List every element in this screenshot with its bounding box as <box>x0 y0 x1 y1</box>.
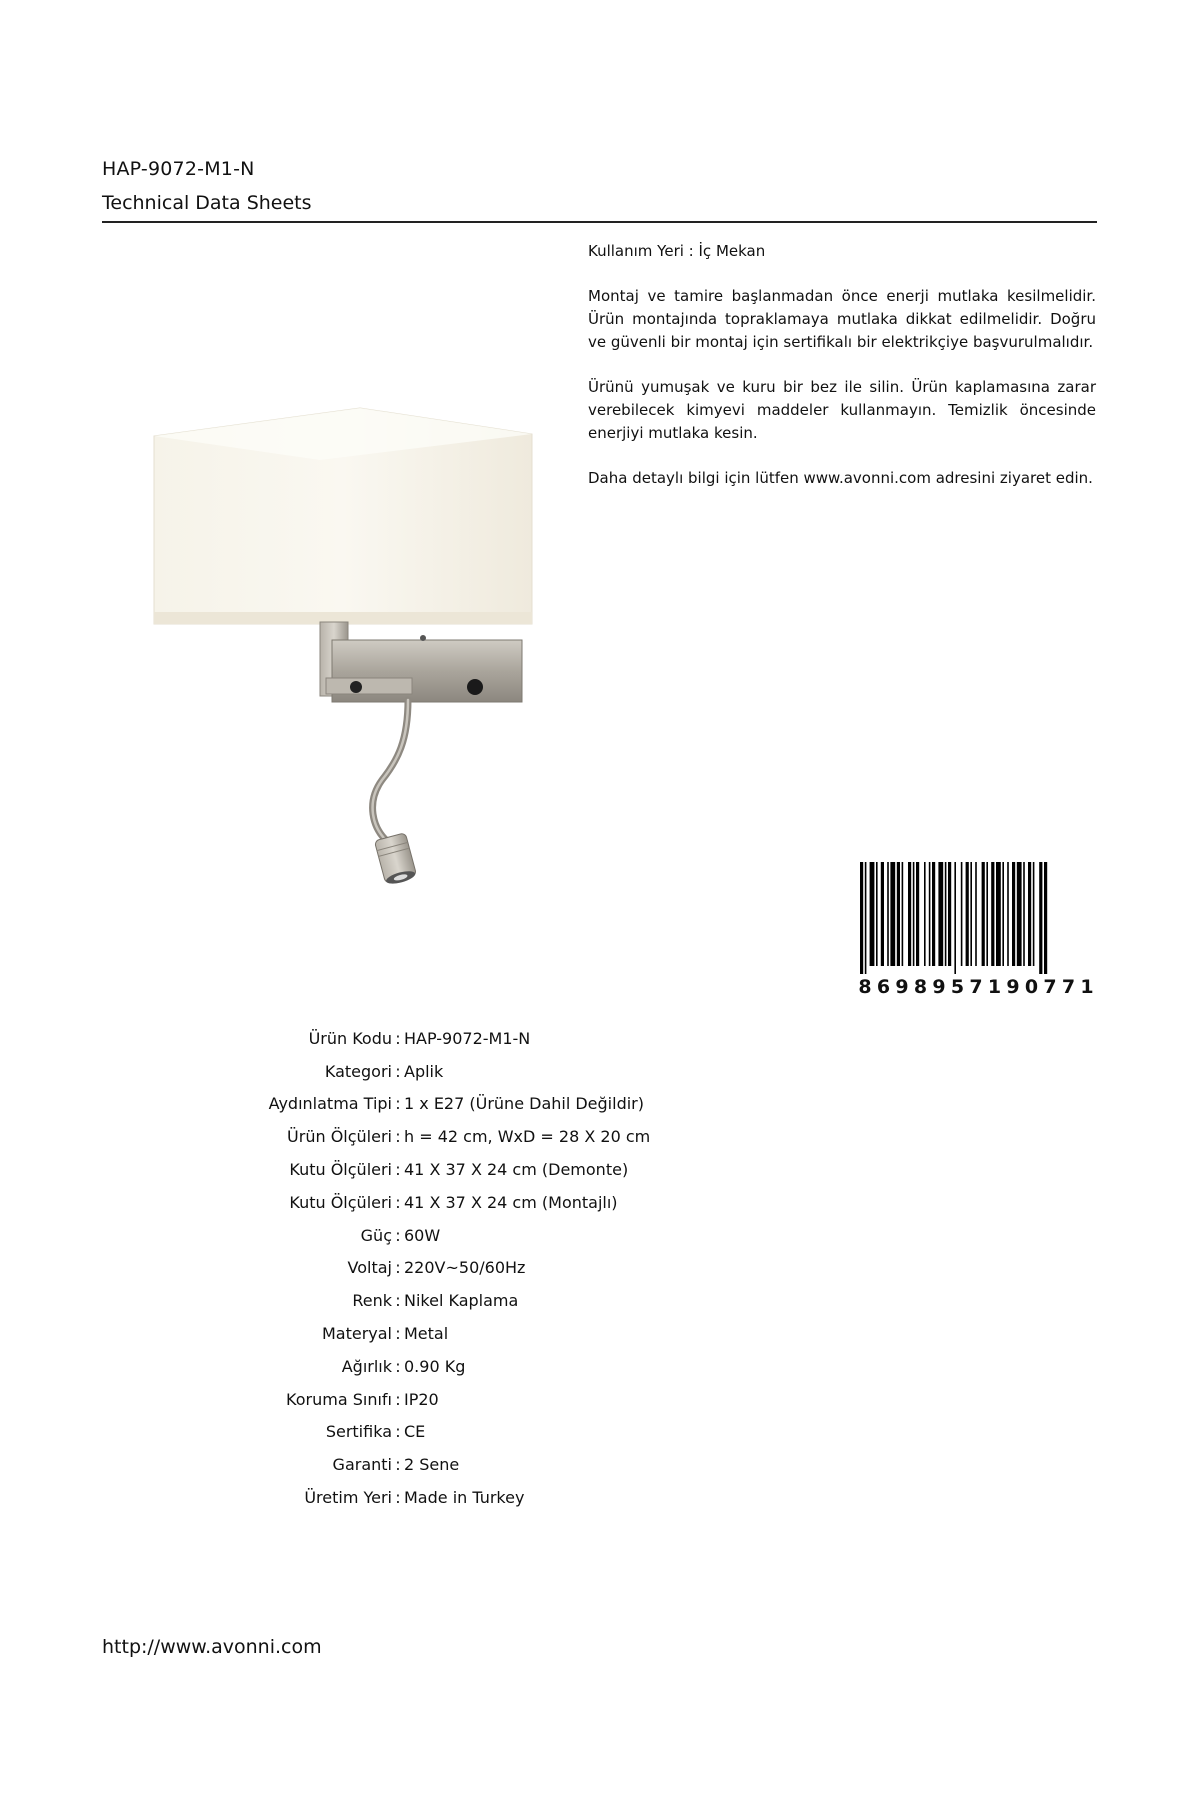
barcode-bar <box>1002 862 1004 966</box>
spec-separator: : <box>395 1356 401 1376</box>
barcode-digit: 5 <box>950 976 965 998</box>
spec-label: Garanti <box>332 1455 392 1475</box>
spec-label: Aydınlatma Tipi <box>268 1094 392 1114</box>
spec-row <box>200 1055 650 1088</box>
spec-row <box>200 1383 650 1416</box>
spec-value: 2 Sene <box>404 1455 460 1475</box>
document-subtitle: Technical Data Sheets <box>102 192 312 214</box>
spec-label: Ağırlık <box>341 1356 392 1376</box>
barcode-bar <box>1012 862 1015 966</box>
spec-separator: : <box>395 1094 401 1114</box>
spec-value: Metal <box>404 1324 449 1344</box>
barcode-bar <box>1017 862 1022 966</box>
spec-separator: : <box>395 1225 401 1245</box>
barcode-bar <box>932 862 935 966</box>
spec-value: Aplik <box>404 1061 444 1081</box>
spec-value: HAP-9072-M1-N <box>404 1028 531 1048</box>
spec-label: Güç <box>360 1225 392 1245</box>
spec-value: CE <box>404 1422 426 1442</box>
spec-label: Voltaj <box>347 1258 392 1278</box>
spec-label: Materyal <box>321 1324 392 1344</box>
spec-value: Made in Turkey <box>404 1488 525 1508</box>
barcode-bar <box>902 862 904 966</box>
barcode-bar <box>1033 862 1035 966</box>
barcode-digit: 7 <box>1061 976 1076 998</box>
safety-warning-text: Montaj ve tamire başlanmadan önce enerji mutlaka kesilmelidir. Ürün montajında topraklamaya mutlaka dikkat edilmelidir. Doğru ve güvenli bir montaj için sertifikalı bir elektrikçiye başvurulmalıdır. <box>588 287 1096 351</box>
usage-location-text: Kullanım Yeri : İç Mekan <box>588 242 766 260</box>
barcode-number <box>856 976 1096 998</box>
spec-separator: : <box>395 1061 401 1081</box>
barcode-digit: 9 <box>895 976 909 998</box>
barcode-bar <box>945 862 947 966</box>
more-info-text: Daha detaylı bilgi için lütfen www.avonni.com adresini ziyaret edin. <box>588 469 1093 487</box>
barcode-bar <box>913 862 915 966</box>
barcode-bar <box>986 862 988 966</box>
spec-label: Ürün Kodu <box>308 1028 392 1048</box>
info-column <box>588 240 1096 512</box>
spec-separator: : <box>395 1192 401 1212</box>
spec-value: 220V~50/60Hz <box>404 1258 526 1278</box>
spec-table <box>200 1022 650 1514</box>
spec-label: Sertifika <box>325 1422 392 1442</box>
barcode-digit: 9 <box>932 976 946 998</box>
flexible-arm <box>373 700 408 842</box>
spec-value: 41 X 37 X 24 cm (Demonte) <box>404 1160 629 1180</box>
barcode-bar <box>1039 862 1042 974</box>
spec-row <box>200 1153 650 1186</box>
spec-separator: : <box>395 1422 401 1442</box>
barcode-bar <box>982 862 985 966</box>
barcode-bar <box>860 862 863 974</box>
spec-separator: : <box>395 1028 401 1048</box>
barcode-digit: 0 <box>1024 976 1039 998</box>
spec-row <box>200 1448 650 1481</box>
barcode-bar <box>1023 862 1025 966</box>
spec-value: 41 X 37 X 24 cm (Montajlı) <box>404 1192 618 1212</box>
cleaning-instructions-text: Ürünü yumuşak ve kuru bir bez ile silin. Ürün kaplamasına zarar verebilecek kimyevi maddeler kullanmayın. Temizlik öncesinde enerjiyi mutlaka kesin. <box>588 378 1096 442</box>
barcode-bar <box>938 862 943 966</box>
spec-separator: : <box>395 1160 401 1180</box>
barcode-bar <box>1028 862 1031 966</box>
barcode-bar <box>876 862 878 966</box>
footer-url: http://www.avonni.com <box>102 1636 322 1658</box>
spec-separator: : <box>395 1291 401 1311</box>
barcode-bar <box>1007 862 1009 966</box>
barcode-bar <box>887 862 889 966</box>
barcode-bar <box>916 862 919 966</box>
spec-row <box>200 1186 650 1219</box>
barcode-bar <box>1044 862 1047 974</box>
spec-label: Kategori <box>324 1061 392 1081</box>
barcode-digit: 6 <box>876 976 891 998</box>
barcode-bar <box>991 862 994 966</box>
barcode-bar <box>948 862 951 966</box>
spec-separator: : <box>395 1127 401 1147</box>
product-image <box>140 400 540 900</box>
barcode-bar <box>975 862 977 966</box>
spec-separator: : <box>395 1258 401 1278</box>
spec-value: 0.90 Kg <box>404 1356 466 1376</box>
spec-value: 60W <box>404 1225 441 1245</box>
barcode-bar <box>897 862 900 966</box>
spec-row <box>200 1088 650 1121</box>
spec-row <box>200 1252 650 1285</box>
barcode-digit: 1 <box>1080 976 1094 998</box>
barcode-bar <box>954 862 956 974</box>
spec-label: Koruma Sınıfı <box>286 1389 392 1409</box>
barcode-bar <box>996 862 1001 966</box>
barcode-bar <box>961 862 963 966</box>
barcode-bar <box>924 862 926 966</box>
spec-separator: : <box>395 1488 401 1508</box>
spec-row <box>200 1416 650 1449</box>
spec-value: Nikel Kaplama <box>404 1291 519 1311</box>
spec-separator: : <box>395 1324 401 1344</box>
spec-row <box>200 1481 650 1514</box>
spec-label: Renk <box>352 1291 392 1311</box>
barcode-digit: 9 <box>1006 976 1020 998</box>
barcode-bars <box>856 862 1096 974</box>
barcode <box>856 862 1096 1002</box>
barcode-bar <box>865 862 867 974</box>
spec-label: Üretim Yeri <box>304 1488 392 1508</box>
spec-label: Kutu Ölçüleri <box>289 1160 392 1180</box>
barcode-digit: 7 <box>1043 976 1057 998</box>
spec-row <box>200 1317 650 1350</box>
barcode-bar <box>870 862 875 966</box>
spec-separator: : <box>395 1455 401 1475</box>
spec-row <box>200 1219 650 1252</box>
spec-row <box>200 1284 650 1317</box>
spec-row <box>200 1350 650 1383</box>
spec-value: IP20 <box>404 1389 439 1409</box>
barcode-digit: 8 <box>913 976 928 998</box>
barcode-digit: 7 <box>969 976 983 998</box>
barcode-bar <box>881 862 884 966</box>
barcode-bar <box>890 862 895 966</box>
barcode-bar <box>970 862 972 966</box>
spec-row <box>200 1120 650 1153</box>
led-reading-head <box>374 833 417 887</box>
spec-label: Ürün Ölçüleri <box>287 1127 392 1147</box>
barcode-bar <box>908 862 911 966</box>
barcode-digit: 8 <box>858 976 872 998</box>
spec-separator: : <box>395 1389 401 1409</box>
barcode-digit: 1 <box>987 976 1002 998</box>
spec-label: Kutu Ölçüleri <box>289 1192 392 1212</box>
product-code-heading: HAP-9072-M1-N <box>102 158 255 180</box>
barcode-bar <box>966 862 969 966</box>
barcode-bar <box>929 862 931 966</box>
spec-row <box>200 1022 650 1055</box>
spec-value: h = 42 cm, WxD = 28 X 20 cm <box>404 1127 651 1147</box>
header-divider <box>102 221 1097 223</box>
spec-value: 1 x E27 (Ürüne Dahil Değildir) <box>404 1094 644 1114</box>
